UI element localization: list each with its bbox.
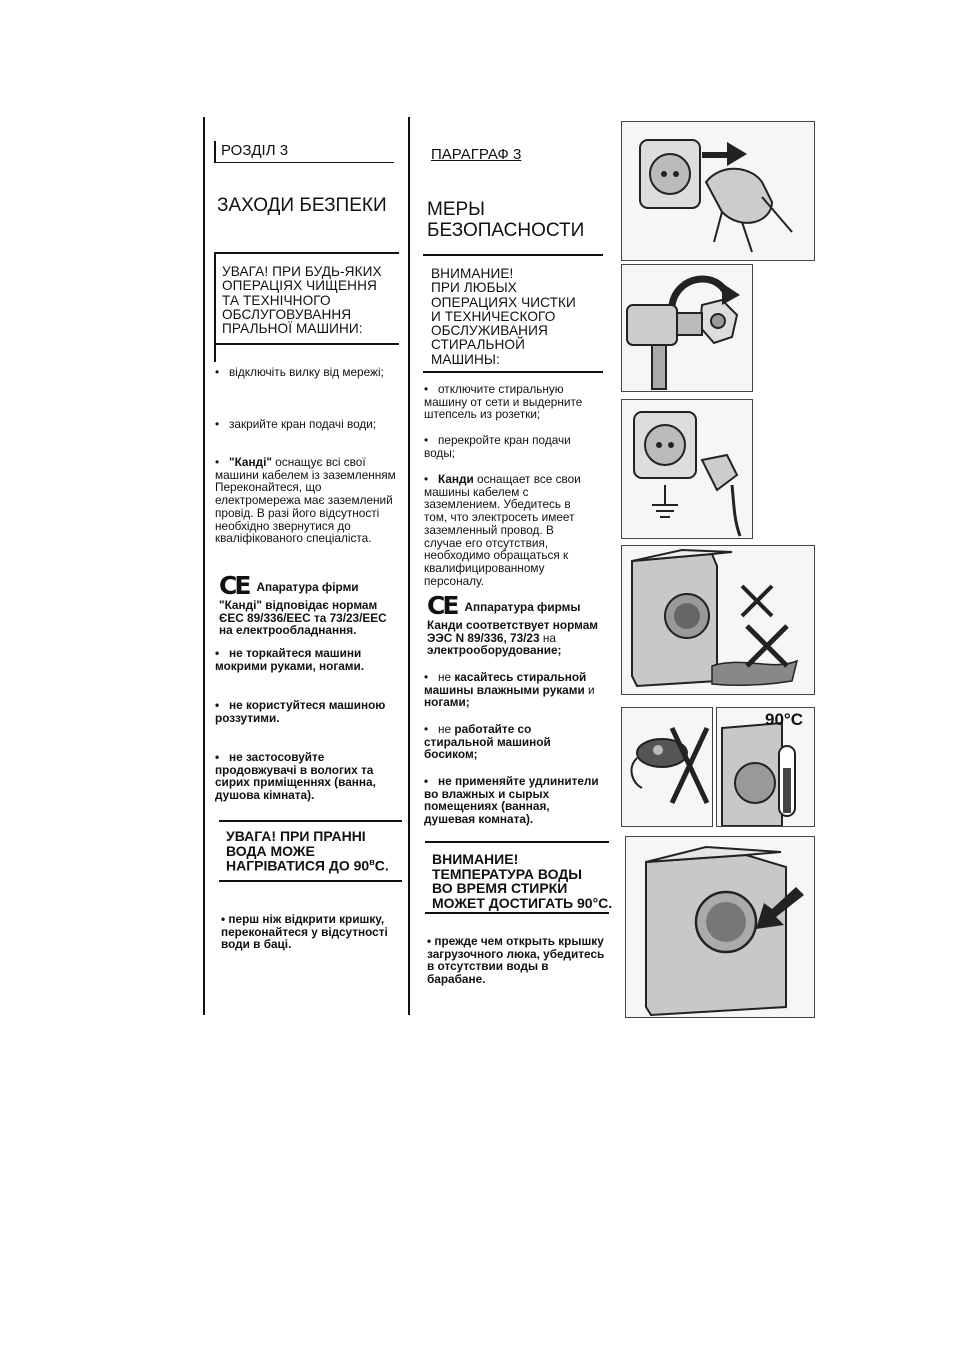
ru-warning-top-rule: [423, 254, 603, 256]
ua-section-rule: [214, 162, 394, 163]
ru-text: не: [438, 722, 455, 736]
ua-warning-line: УВАГА! ПРИ БУДЬ-ЯКИХ: [222, 264, 382, 279]
ua-grounding-text: оснащує всі свої машини кабелем із заземленням Переконайтеся, що електромережа має заземлений провід. В разі його відсутності необхідно звернутися до кваліфікованого спеціаліста.: [215, 455, 396, 546]
ua-warning2-line: [226, 858, 389, 873]
ru-text-bold: ногами;: [424, 695, 470, 710]
illustration-door-check: [625, 836, 815, 1018]
temperature-label: 90°С: [765, 710, 803, 729]
ru-text: не: [438, 670, 455, 684]
ru-grounding-text: оснащает все свои машины кабелем с заземлением. Убедитесь в том, что электросеть имеет заземленный провод. В случае его отсутствия, необходимо обращаться к квалифицированному персоналу.: [424, 472, 581, 588]
ru-warning-bottom-rule: [423, 371, 603, 373]
ua-warning-line: ОПЕРАЦІЯХ ЧИЩЕННЯ: [222, 278, 377, 294]
ua-title: ЗАХОДИ БЕЗПЕКИ: [217, 195, 387, 216]
ru-section-label: ПАРАГРАФ 3: [431, 146, 522, 163]
ru-warning2-line: МОЖЕТ ДОСТИГАТЬ 90°С.: [432, 895, 613, 912]
unplug-drawing: [622, 122, 814, 260]
ua-warning-left-rule: [214, 252, 216, 362]
ru-bullet-unplug: [424, 383, 599, 421]
ua-bullet-wet-hands: • не торкайтеся машини мокрими руками, ногами.: [215, 647, 395, 672]
ru-warning-line: ОБСЛУЖИВАНИЯ: [431, 323, 548, 339]
ru-water-tap-text: перекройте кран подачи воды;: [424, 433, 571, 460]
ru-bullet-barefoot: [424, 723, 599, 761]
ru-ce-connector: на: [539, 630, 556, 645]
ru-ce-text: Аппаратура фирмы Канди соответствует нормам ЭЭС N 89/336, 73/23: [427, 600, 599, 645]
ua-warning-line: ОБСЛУГОВУВАННЯ: [222, 306, 352, 322]
ua-warning-box: [222, 265, 382, 336]
ru-ce-tail: электрооборудование;: [427, 643, 562, 658]
ru-bullet-wet-hands: [424, 671, 599, 709]
illustration-wet-hands-barefoot: [621, 545, 815, 695]
ua-warning-line: ТА ТЕХНІЧНОГО: [222, 292, 331, 308]
ru-warning-line: ПРИ ЛЮБЫХ: [431, 280, 517, 296]
ua-bullet-unplug: • відключіть вилку від мережі;: [215, 366, 400, 379]
ru-bullet-water-tap: [424, 434, 599, 459]
ua-section-label: РОЗДІЛ 3: [221, 142, 289, 159]
ru-title-line: БЕЗОПАСНОСТИ: [427, 220, 585, 242]
ua-brand-name: "Канді": [229, 455, 272, 469]
illustration-extension-cord: [621, 707, 713, 827]
ru-text: и: [584, 682, 595, 697]
section-marker: [214, 141, 216, 163]
door-check-drawing: [626, 837, 814, 1017]
ua-bullet-extension-cords: • не застосовуйте продовжувачі в вологих та сирих приміщеннях (ванна, душова кімната).: [215, 751, 395, 802]
ua-bullet-grounding: [215, 456, 398, 545]
column-divider-left: [203, 117, 205, 1015]
ru-warning-temperature: [432, 852, 612, 911]
grounding-drawing: [622, 400, 752, 538]
ua-warning-temperature: [226, 829, 389, 874]
ru-bullet-grounding: [424, 473, 594, 588]
ru-warning2-line: ВО ВРЕМЯ СТИРКИ: [432, 880, 568, 897]
ru-extension-text: не применяйте удлинители во влажных и сырых помещениях (ванная, душевая комната).: [424, 774, 599, 827]
illustration-hot-water: [716, 707, 815, 827]
water-tap-drawing: [622, 265, 752, 391]
ua-warning-bottom-rule: [214, 343, 399, 345]
ru-warning2-top-rule: [425, 841, 609, 843]
ua-warning2-line: УВАГА! ПРИ ПРАННІ: [226, 828, 366, 844]
ru-warning-line: МАШИНЫ:: [431, 351, 500, 367]
ua-bullet-barefoot: • не користуйтеся машиною роззутими.: [215, 699, 395, 724]
ce-mark-icon: CE: [427, 591, 457, 620]
ru-title: [427, 199, 584, 242]
ua-warning2-text: НАГРІВАТИСЯ ДО 90: [226, 858, 370, 875]
ru-ce-compliance: [427, 592, 603, 657]
ru-warning-line: И ТЕХНИЧЕСКОГО: [431, 308, 556, 324]
ua-warning-line: ПРАЛЬНОЇ МАШИНИ:: [222, 321, 363, 337]
ru-brand-name: Канди: [438, 472, 474, 486]
ru-bullet-extension-cords: [424, 775, 600, 826]
illustration-water-tap: [621, 264, 753, 392]
degree-superscript: в: [369, 857, 375, 868]
ua-ce-text: Апаратура фірми "Канді" відповідає нормам ЄЕС 89/336/ЕЕС та 73/23/ЕЕС на електрообладнання.: [219, 580, 387, 638]
wet-hands-drawing: [622, 546, 814, 694]
illustration-grounding: [621, 399, 753, 539]
ua-warning2-line: ВОДА МОЖЕ: [226, 842, 315, 859]
ua-bullet-water-tap: • закрийте кран подачі води;: [215, 418, 400, 431]
ce-mark-icon: CE: [219, 571, 249, 600]
ru-warning-box: [431, 267, 576, 367]
ru-warning2-line: ВНИМАНИЕ!: [432, 851, 519, 867]
ru-unplug-text: отключите стиральную машину от сети и выдерните штепсель из розетки;: [424, 382, 583, 422]
column-divider-middle: [408, 117, 410, 1015]
ua-bullet-check-drum: • перш ніж відкрити кришку, переконайтеся у відсутності води в баці.: [221, 912, 388, 952]
ua-warning-top-rule: [214, 252, 399, 254]
ru-bullet-check-drum: • прежде чем открыть крышку загрузочного люка, убедитесь в отсутствии воды в барабане.: [427, 934, 605, 987]
illustration-unplug: [621, 121, 815, 261]
ru-warning2-line: ТЕМПЕРАТУРА ВОДЫ: [432, 865, 582, 882]
ru-warning-line: ВНИМАНИЕ!: [431, 266, 514, 281]
ru-title-line: МЕРЫ: [427, 199, 485, 220]
ru-warning2-bottom-rule: [425, 912, 609, 914]
ua-warning2-unit: С.: [374, 858, 389, 875]
ua-ce-compliance: [219, 572, 399, 637]
ua-warning2-bottom-rule: [219, 880, 402, 882]
ua-warning2-top-rule: [219, 820, 402, 822]
ru-warning-line: СТИРАЛЬНОЙ: [431, 337, 525, 353]
ru-text-bold: касайтесь стиральной машины влажными руками: [424, 670, 587, 697]
ru-text-bold: работайте со стиральной машиной босиком;: [424, 722, 551, 762]
extension-cord-drawing: [622, 708, 712, 826]
ru-warning-line: ОПЕРАЦИЯХ ЧИСТКИ: [431, 294, 576, 310]
